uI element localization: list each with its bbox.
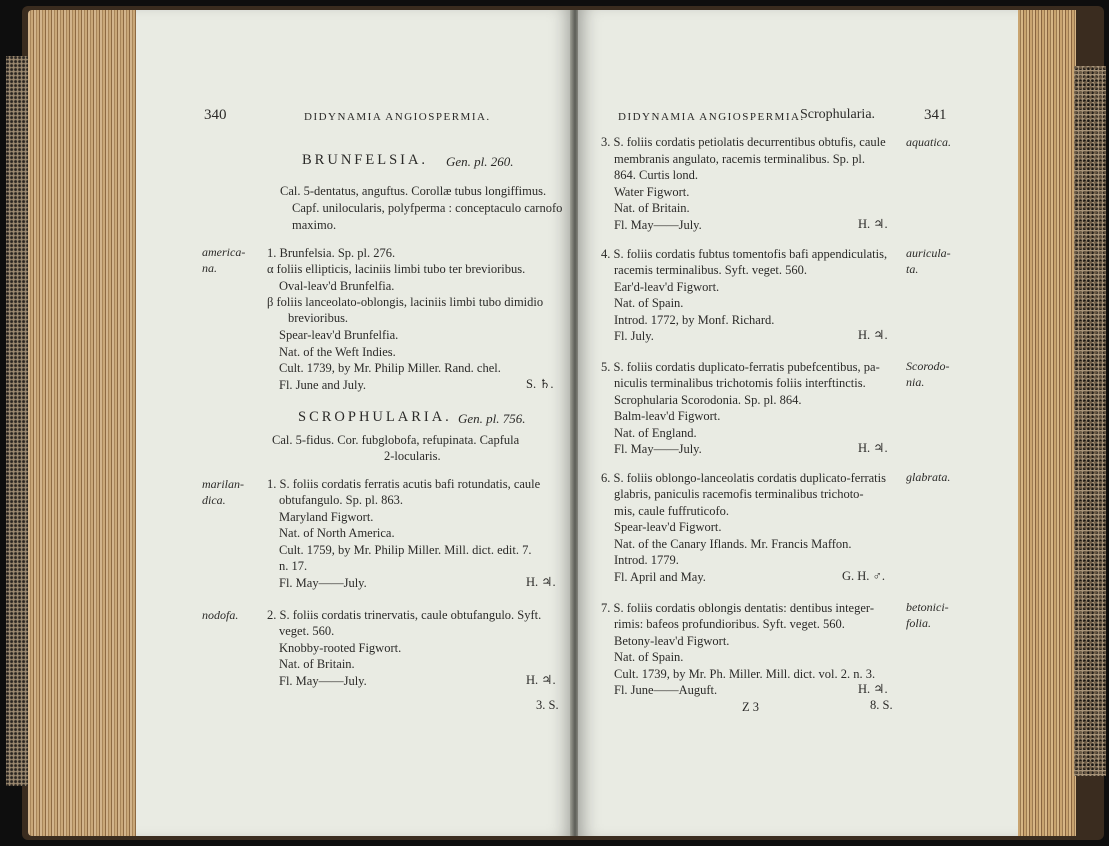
page-number: 340 xyxy=(204,107,227,123)
species-line: Fl. May——July. xyxy=(279,576,367,590)
species-line: Maryland Figwort. xyxy=(279,510,374,524)
margin-species-name: marilan- xyxy=(202,477,244,491)
species-line: 1. Brunfelsia. Sp. pl. 276. xyxy=(267,246,396,260)
species-line: Spear-leav'd Figwort. xyxy=(614,520,722,534)
left-page-edges xyxy=(28,10,140,836)
right-page-edges xyxy=(1012,10,1076,836)
species-line: n. 17. xyxy=(279,559,308,573)
species-line: Spear-leav'd Brunfelfia. xyxy=(279,328,399,342)
genus-reference: Gen. pl. 260. xyxy=(446,154,514,169)
genus-character-line: Cal. 5-fidus. Cor. fubglobofa, refupinata. Capfula xyxy=(272,433,520,447)
life-form-symbol: H. ♃. xyxy=(526,575,556,589)
running-head: DIDYNAMIA ANGIOSPERMIA. xyxy=(304,111,491,123)
signature-mark: Z 3 xyxy=(742,700,760,714)
species-line: racemis terminalibus. Syft. veget. 560. xyxy=(614,263,808,277)
margin-species-name: folia. xyxy=(906,616,932,630)
species-line: 3. S. foliis cordatis petiolatis decurrentibus obtufis, caule xyxy=(601,135,886,149)
species-line: Cult. 1759, by Mr. Philip Miller. Mill. dict. edit. 7. xyxy=(279,543,532,557)
species-line: rimis: bafeos profundioribus. Syft. veget. 560. xyxy=(614,617,845,631)
species-line: Nat. of Britain. xyxy=(614,201,690,215)
margin-species-name: na. xyxy=(202,261,217,275)
species-line: Introd. 1772, by Monf. Richard. xyxy=(614,313,775,327)
life-form-symbol: H. ♃. xyxy=(858,217,888,231)
species-line: Fl. June——Auguft. xyxy=(614,683,718,697)
species-line: Balm-leav'd Figwort. xyxy=(614,409,721,423)
species-line: Nat. of Spain. xyxy=(614,296,684,310)
life-form-symbol: H. ♃. xyxy=(858,682,888,696)
species-line: Nat. of the Weft Indies. xyxy=(279,345,396,359)
life-form-symbol: H. ♃. xyxy=(858,441,888,455)
species-line: 7. S. foliis cordatis oblongis dentatis: dentibus integer- xyxy=(601,601,874,615)
species-line: Fl. July. xyxy=(614,329,654,343)
margin-species-name: ta. xyxy=(906,262,919,276)
margin-species-name: auricula- xyxy=(906,246,951,260)
life-form-symbol: G. H. ♂. xyxy=(842,569,886,583)
species-line: Oval-leav'd Brunfelfia. xyxy=(279,279,395,293)
species-line: Cult. 1739, by Mr. Ph. Miller. Mill. dict. vol. 2. n. 3. xyxy=(614,667,876,681)
running-head-genus: Scrophularia. xyxy=(800,107,876,122)
species-line: niculis terminalibus trichotomis foliis interftinctis. xyxy=(614,376,866,390)
margin-species-name: betonici- xyxy=(906,600,949,614)
left-page xyxy=(136,10,572,836)
species-line: membranis angulato, racemis terminalibus. Sp. pl. xyxy=(614,152,865,166)
species-line: Cult. 1739, by Mr. Philip Miller. Rand. chel. xyxy=(279,361,501,375)
genus-character-line: Capf. unilocularis, polyfperma : conceptaculo carnofo xyxy=(292,201,563,215)
right-cover-board xyxy=(1074,66,1106,776)
species-line: 864. Curtis lond. xyxy=(614,168,699,182)
life-form-symbol: H. ♃. xyxy=(858,328,888,342)
catchword: 8. S. xyxy=(870,698,893,712)
life-form-symbol: S. ♄. xyxy=(526,377,554,391)
species-line: Fl. May——July. xyxy=(279,674,367,688)
species-line: 5. S. foliis cordatis duplicato-ferratis pubefcentibus, pa- xyxy=(601,360,880,374)
margin-species-name: glabrata. xyxy=(906,470,951,484)
genus-reference: Gen. pl. 756. xyxy=(458,411,526,426)
right-page xyxy=(578,10,1018,836)
species-line: glabris, paniculis racemofis terminalibus trichoto- xyxy=(614,487,864,501)
species-line: 1. S. foliis cordatis ferratis acutis bafi rotundatis, caule xyxy=(267,477,541,491)
genus-character-line: Cal. 5-dentatus, anguftus. Corollæ tubus longiffimus. xyxy=(280,184,547,198)
species-line: Nat. of the Canary Iflands. Mr. Francis Maffon. xyxy=(614,537,852,551)
margin-species-name: america- xyxy=(202,245,246,259)
genus-title: BRUNFELSIA. xyxy=(302,152,429,168)
species-line: 4. S. foliis cordatis fubtus tomentofis bafi appendiculatis, xyxy=(601,247,888,261)
species-line: Nat. of Spain. xyxy=(614,650,684,664)
species-line: brevioribus. xyxy=(288,311,349,325)
genus-character-line: maximo. xyxy=(292,218,337,232)
margin-species-name: dica. xyxy=(202,493,226,507)
species-line: Introd. 1779. xyxy=(614,553,679,567)
species-line: Fl. April and May. xyxy=(614,570,706,584)
genus-character-line: 2-locularis. xyxy=(384,449,441,463)
species-line: Nat. of Britain. xyxy=(279,657,355,671)
species-line: 2. S. foliis cordatis trinervatis, caule obtufangulo. Syft. xyxy=(267,608,542,622)
species-line: mis, caule fuffruticofo. xyxy=(614,504,730,518)
species-line: Betony-leav'd Figwort. xyxy=(614,634,730,648)
species-line: Fl. June and July. xyxy=(279,378,367,392)
margin-species-name: Scorodo- xyxy=(906,359,950,373)
species-line: veget. 560. xyxy=(279,624,335,638)
margin-species-name: nia. xyxy=(906,375,925,389)
margin-species-name: nodofa. xyxy=(202,608,239,622)
margin-species-name: aquatica. xyxy=(906,135,951,149)
species-line: α foliis ellipticis, laciniis limbi tubo ter brevioribus. xyxy=(267,262,526,276)
species-line: Nat. of North America. xyxy=(279,526,395,540)
species-line: Ear'd-leav'd Figwort. xyxy=(614,280,720,294)
life-form-symbol: H. ♃. xyxy=(526,673,556,687)
page-number: 341 xyxy=(924,107,947,123)
species-line: Fl. May——July. xyxy=(614,442,702,456)
species-line: Nat. of England. xyxy=(614,426,697,440)
catchword: 3. S. xyxy=(536,698,559,712)
genus-title: SCROPHULARIA. xyxy=(298,409,452,425)
species-line: Scrophularia Scorodonia. Sp. pl. 864. xyxy=(614,393,802,407)
species-line: obtufangulo. Sp. pl. 863. xyxy=(279,493,403,507)
species-line: Water Figwort. xyxy=(614,185,690,199)
running-head: DIDYNAMIA ANGIOSPERMIA. xyxy=(618,111,805,123)
species-line: Knobby-rooted Figwort. xyxy=(279,641,402,655)
species-line: Fl. May——July. xyxy=(614,218,702,232)
species-line: 6. S. foliis oblongo-lanceolatis cordatis duplicato-ferratis xyxy=(601,471,886,485)
species-line: β foliis lanceolato-oblongis, laciniis limbi tubo dimidio xyxy=(267,295,544,309)
